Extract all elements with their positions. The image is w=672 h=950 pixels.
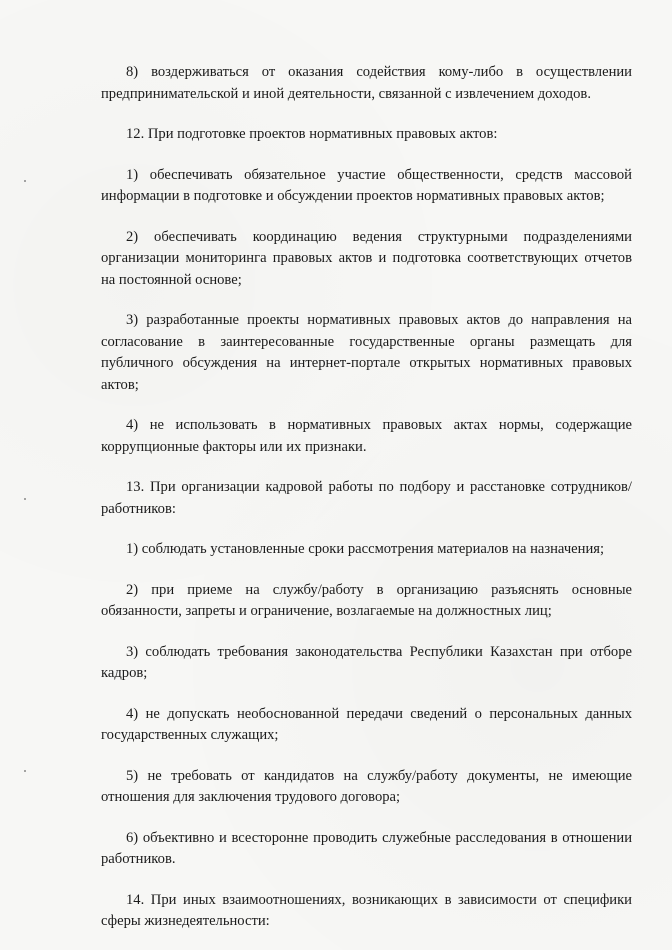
paragraph-13-1: 1) соблюдать установленные сроки рассмотрения материалов на назначения;	[126, 541, 605, 557]
paragraph-13-6: 6) объективно и всесторонне проводить служебные расследования в отношении работников.	[101, 829, 632, 867]
paragraph-13-3: 3) соблюдать требования законодательства Республики Казахстан при отборе кадров;	[101, 643, 632, 681]
paragraph-8-refrain-assistance: 8) воздерживаться от оказания содействия кому-либо в осуществлении предпринимательской и иной деятельности, связанной с извлечением доходов.	[101, 64, 632, 102]
section-14-heading: 14. При иных взаимоотношениях, возникающих в зависимости от специфики сферы жизнедеятельности:	[101, 891, 632, 929]
paragraph-12-4: 4) не использовать в нормативных правовых актах нормы, содержащие коррупционные факторы или их признаки.	[101, 417, 632, 455]
paragraph-12-2: 2) обеспечивать координацию ведения структурными подразделениями организации мониторинга правовых актов и подготовка соответствующих отчетов на постоянной основе;	[101, 228, 632, 288]
paragraph-12-1: 1) обеспечивать обязательное участие общественности, средств массовой информации в подготовке и обсуждении проектов нормативных правовых актов;	[101, 166, 632, 204]
paragraph-13-5: 5) не требовать от кандидатов на службу/работу документы, не имеющие отношения для заключения трудового договора;	[101, 767, 632, 805]
document-body	[101, 62, 632, 950]
scan-speck	[24, 770, 26, 772]
paragraph-13-4: 4) не допускать необоснованной передачи сведений о персональных данных государственных служащих;	[101, 705, 632, 743]
section-13-heading: 13. При организации кадровой работы по подбору и расстановке сотрудников/работников:	[101, 479, 632, 517]
paragraph-12-3: 3) разработанные проекты нормативных правовых актов до направления на согласование в заинтересованные государственные органы размещать для публичного обсуждения на интернет-портале открытых нормативных правовых актов;	[101, 312, 632, 393]
paragraph-13-2: 2) при приеме на службу/работу в организацию разъяснять основные обязанности, запреты и ограничение, возлагаемые на должностных лиц;	[101, 581, 632, 619]
scan-speck	[24, 180, 26, 182]
section-12-heading: 12. При подготовке проектов нормативных правовых актов:	[126, 126, 498, 142]
scan-speck	[24, 498, 26, 500]
